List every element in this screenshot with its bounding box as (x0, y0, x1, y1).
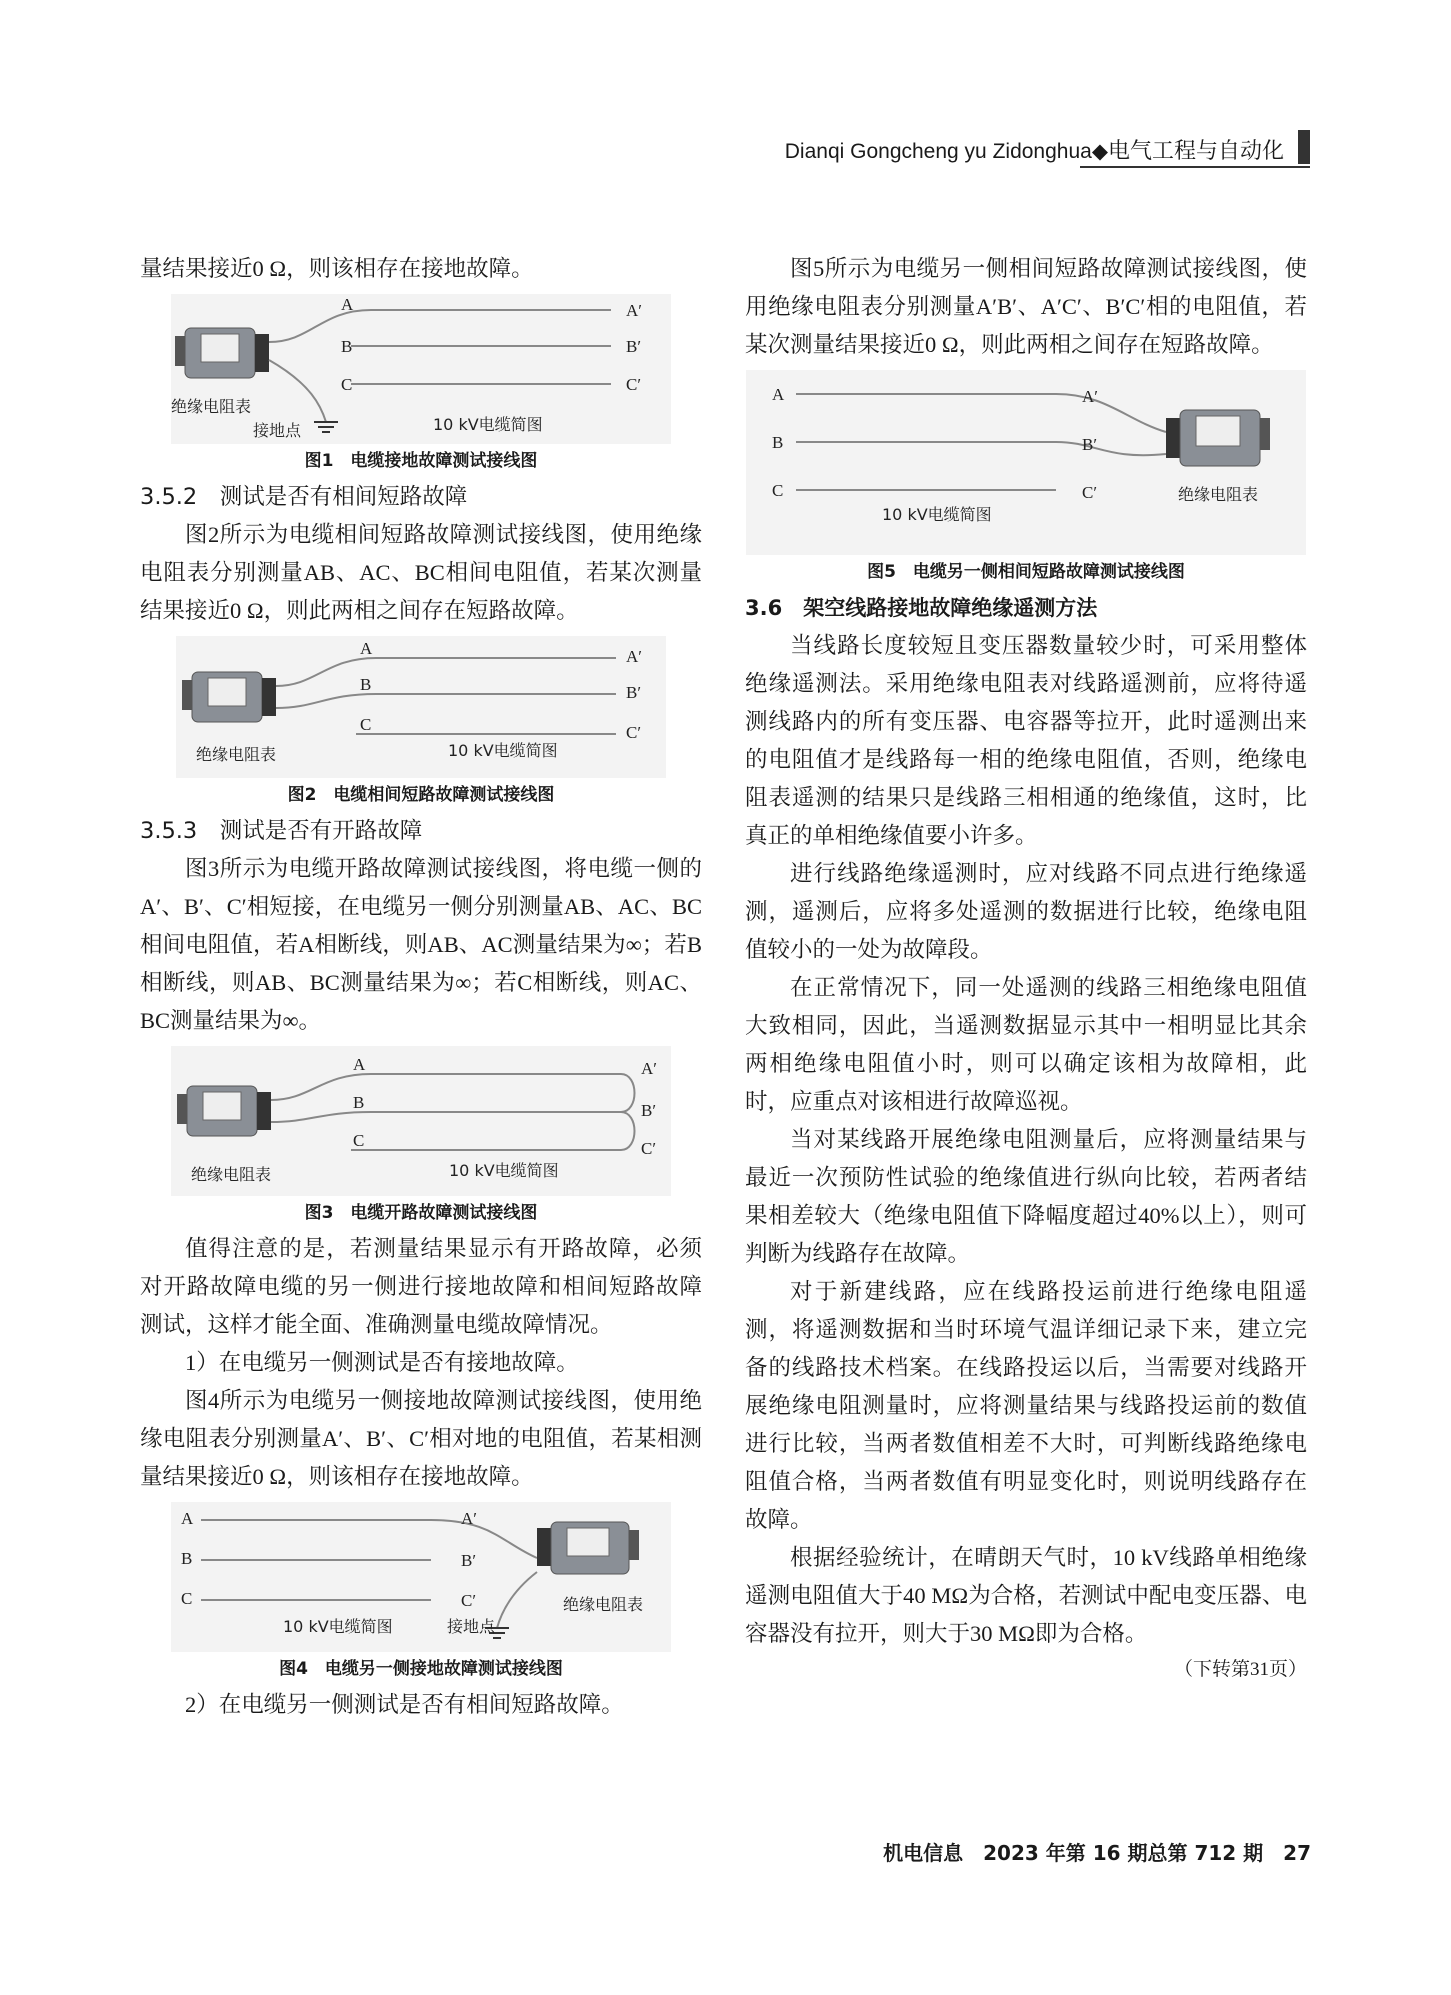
figure-5-caption: 图5 电缆另一侧相间短路故障测试接线图 (867, 562, 1185, 582)
figure-1-diagram (171, 294, 671, 444)
meter-label: 绝缘电阻表 (191, 1165, 272, 1184)
figure-4 (171, 1502, 671, 1652)
figure-3-caption: 图3 电缆开路故障测试接线图 (304, 1203, 538, 1223)
label-c-prime: C′ (1082, 483, 1098, 502)
figure-2-caption: 图2 电缆相间短路故障测试接线图 (287, 785, 555, 805)
label-b: B (353, 1093, 365, 1112)
ground-label: 接地点 (253, 421, 302, 440)
label-b-prime: B′ (641, 1101, 657, 1120)
section-heading-3-5-2: 3.5.2 测试是否有相间短路故障 (140, 484, 468, 510)
section-heading-3-5-3: 3.5.3 测试是否有开路故障 (140, 818, 423, 844)
label-c: C (341, 375, 353, 394)
label-c-prime: C′ (626, 723, 642, 742)
paragraph: 在正常情况下，同一处遥测的线路三相绝缘电阻值大致相同，因此，当遥测数据显示其中一相明显比其余两相绝缘电阻值小时，则可以确定该相为故障相，此时，应重点对该相进行故障巡视。 (745, 975, 1307, 1114)
journal-pinyin: Dianqi Gongcheng yu Zidonghua (784, 140, 1092, 163)
label-c: C (181, 1589, 193, 1608)
label-a-prime: A′ (1082, 387, 1098, 406)
figure-1 (171, 294, 671, 444)
journal-title: 电气工程与自动化 (1107, 139, 1284, 164)
left-column (140, 250, 702, 1724)
label-a: A (772, 385, 785, 404)
label-c: C (353, 1131, 365, 1150)
meter-icon (177, 1086, 271, 1136)
label-a-prime: A′ (626, 647, 642, 666)
figure-5 (746, 370, 1306, 555)
page-footer: 机电信息 2023 年第 16 期总第 712 期 27 (883, 1841, 1311, 1865)
cable-label: 10 kV电缆简图 (433, 415, 543, 434)
ground-label: 接地点 (447, 1617, 496, 1636)
figure-2 (176, 636, 666, 778)
label-a: A (181, 1509, 194, 1528)
paragraph: 图3所示为电缆开路故障测试接线图，将电缆一侧的A′、B′、C′相短接，在电缆另一侧分别测量AB、AC、BC相间电阻值，若A相断线，则AB、AC测量结果为∞；若B相断线，则AB、BC测量结果为∞；若C相断线，则AC、BC测量结果为∞。 (140, 856, 702, 1033)
meter-label: 绝缘电阻表 (171, 397, 252, 416)
label-c: C (360, 715, 372, 734)
paragraph: 1）在电缆另一侧测试是否有接地故障。 (185, 1350, 579, 1375)
figure-2-diagram (176, 636, 666, 778)
label-b-prime: B′ (461, 1551, 477, 1570)
paragraph: 2）在电缆另一侧测试是否有相间短路故障。 (185, 1692, 624, 1717)
cable-label: 10 kV电缆简图 (882, 505, 992, 524)
label-c-prime: C′ (626, 375, 642, 394)
meter-icon (1166, 410, 1270, 466)
continued-note: （下转第31页） (1173, 1659, 1307, 1680)
label-c-prime: C′ (641, 1139, 657, 1158)
figure-3-diagram (171, 1046, 671, 1196)
label-a-prime: A′ (626, 301, 642, 320)
label-b-prime: B′ (1082, 435, 1098, 454)
section-heading-3-6: 3.6 架空线路接地故障绝缘遥测方法 (745, 596, 1098, 620)
header-bar (1298, 130, 1310, 164)
label-b: B (360, 675, 372, 694)
meter-icon (182, 672, 276, 722)
label-c-prime: C′ (461, 1591, 477, 1610)
cable-label: 10 kV电缆简图 (449, 1161, 559, 1180)
meter-label: 绝缘电阻表 (563, 1595, 644, 1614)
meter-label: 绝缘电阻表 (1178, 485, 1259, 504)
journal-header-text (785, 134, 1284, 165)
label-a: A (360, 639, 373, 658)
label-b: B (772, 433, 784, 452)
paragraph: 量结果接近0 Ω，则该相存在接地故障。 (140, 256, 534, 281)
label-c: C (772, 481, 784, 500)
header-rule (1080, 166, 1310, 168)
figure-4-diagram (171, 1502, 671, 1652)
label-a-prime: A′ (461, 1509, 477, 1528)
meter-icon (537, 1522, 639, 1574)
cable-label: 10 kV电缆简图 (448, 741, 558, 760)
right-column (745, 250, 1307, 1687)
figure-4-caption: 图4 电缆另一侧接地故障测试接线图 (279, 1659, 563, 1679)
paragraph: 值得注意的是，若测量结果显示有开路故障，必须对开路故障电缆的另一侧进行接地故障和相间短路故障测试，这样才能全面、准确测量电缆故障情况。 (140, 1236, 702, 1337)
label-b-prime: B′ (626, 337, 642, 356)
paragraph: 进行线路绝缘遥测时，应对线路不同点进行绝缘遥测，遥测后，应将多处遥测的数据进行比较，绝缘电阻值较小的一处为故障段。 (745, 861, 1307, 962)
label-a: A (353, 1055, 366, 1074)
label-a-prime: A′ (641, 1059, 657, 1078)
paragraph: 图5所示为电缆另一侧相间短路故障测试接线图，使用绝缘电阻表分别测量A′B′、A′C′、B′C′相的电阻值，若某次测量结果接近0 Ω，则此两相之间存在短路故障。 (745, 256, 1307, 357)
paragraph: 图4所示为电缆另一侧接地故障测试接线图，使用绝缘电阻表分别测量A′、B′、C′相对地的电阻值，若某相测量结果接近0 Ω，则该相存在接地故障。 (140, 1388, 702, 1489)
ground-icon (314, 422, 338, 432)
paragraph: 根据经验统计，在晴朗天气时，10 kV线路单相绝缘遥测电阻值大于40 MΩ为合格，若测试中配电变压器、电容器没有拉开，则大于30 MΩ即为合格。 (745, 1545, 1307, 1646)
running-header (620, 128, 1310, 168)
label-b: B (341, 337, 353, 356)
figure-5-diagram (746, 370, 1306, 555)
figure-1-caption: 图1 电缆接地故障测试接线图 (304, 451, 538, 471)
paragraph: 当线路长度较短且变压器数量较少时，可采用整体绝缘遥测法。采用绝缘电阻表对线路遥测前，应将待遥测线路内的所有变压器、电容器等拉开，此时遥测出来的电阻值才是线路每一相的绝缘电阻值，否则，绝缘电阻表遥测的结果只是线路三相相通的绝缘值，这时，比真正的单相绝缘值要小许多。 (745, 633, 1307, 848)
figure-3 (171, 1046, 671, 1196)
diamond-icon: ◆ (1091, 140, 1108, 163)
label-b: B (181, 1549, 193, 1568)
meter-label: 绝缘电阻表 (196, 745, 277, 764)
label-b-prime: B′ (626, 683, 642, 702)
meter-icon (175, 328, 269, 378)
paragraph: 对于新建线路，应在线路投运前进行绝缘电阻遥测，将遥测数据和当时环境气温详细记录下来，建立完备的线路技术档案。在线路投运以后，当需要对线路开展绝缘电阻测量时，应将测量结果与线路投运前的数值进行比较，当两者数值相差不大时，可判断线路绝缘电阻值合格，当两者数值有明显变化时，则说明线路存在故障。 (745, 1279, 1307, 1532)
paragraph: 图2所示为电缆相间短路故障测试接线图，使用绝缘电阻表分别测量AB、AC、BC相间电阻值，若某次测量结果接近0 Ω，则此两相之间存在短路故障。 (140, 522, 702, 623)
cable-label: 10 kV电缆简图 (283, 1617, 393, 1636)
label-a: A (341, 295, 354, 314)
paragraph: 当对某线路开展绝缘电阻测量后，应将测量结果与最近一次预防性试验的绝缘值进行纵向比较，若两者结果相差较大（绝缘电阻值下降幅度超过40%以上），则可判断为线路存在故障。 (745, 1127, 1307, 1266)
